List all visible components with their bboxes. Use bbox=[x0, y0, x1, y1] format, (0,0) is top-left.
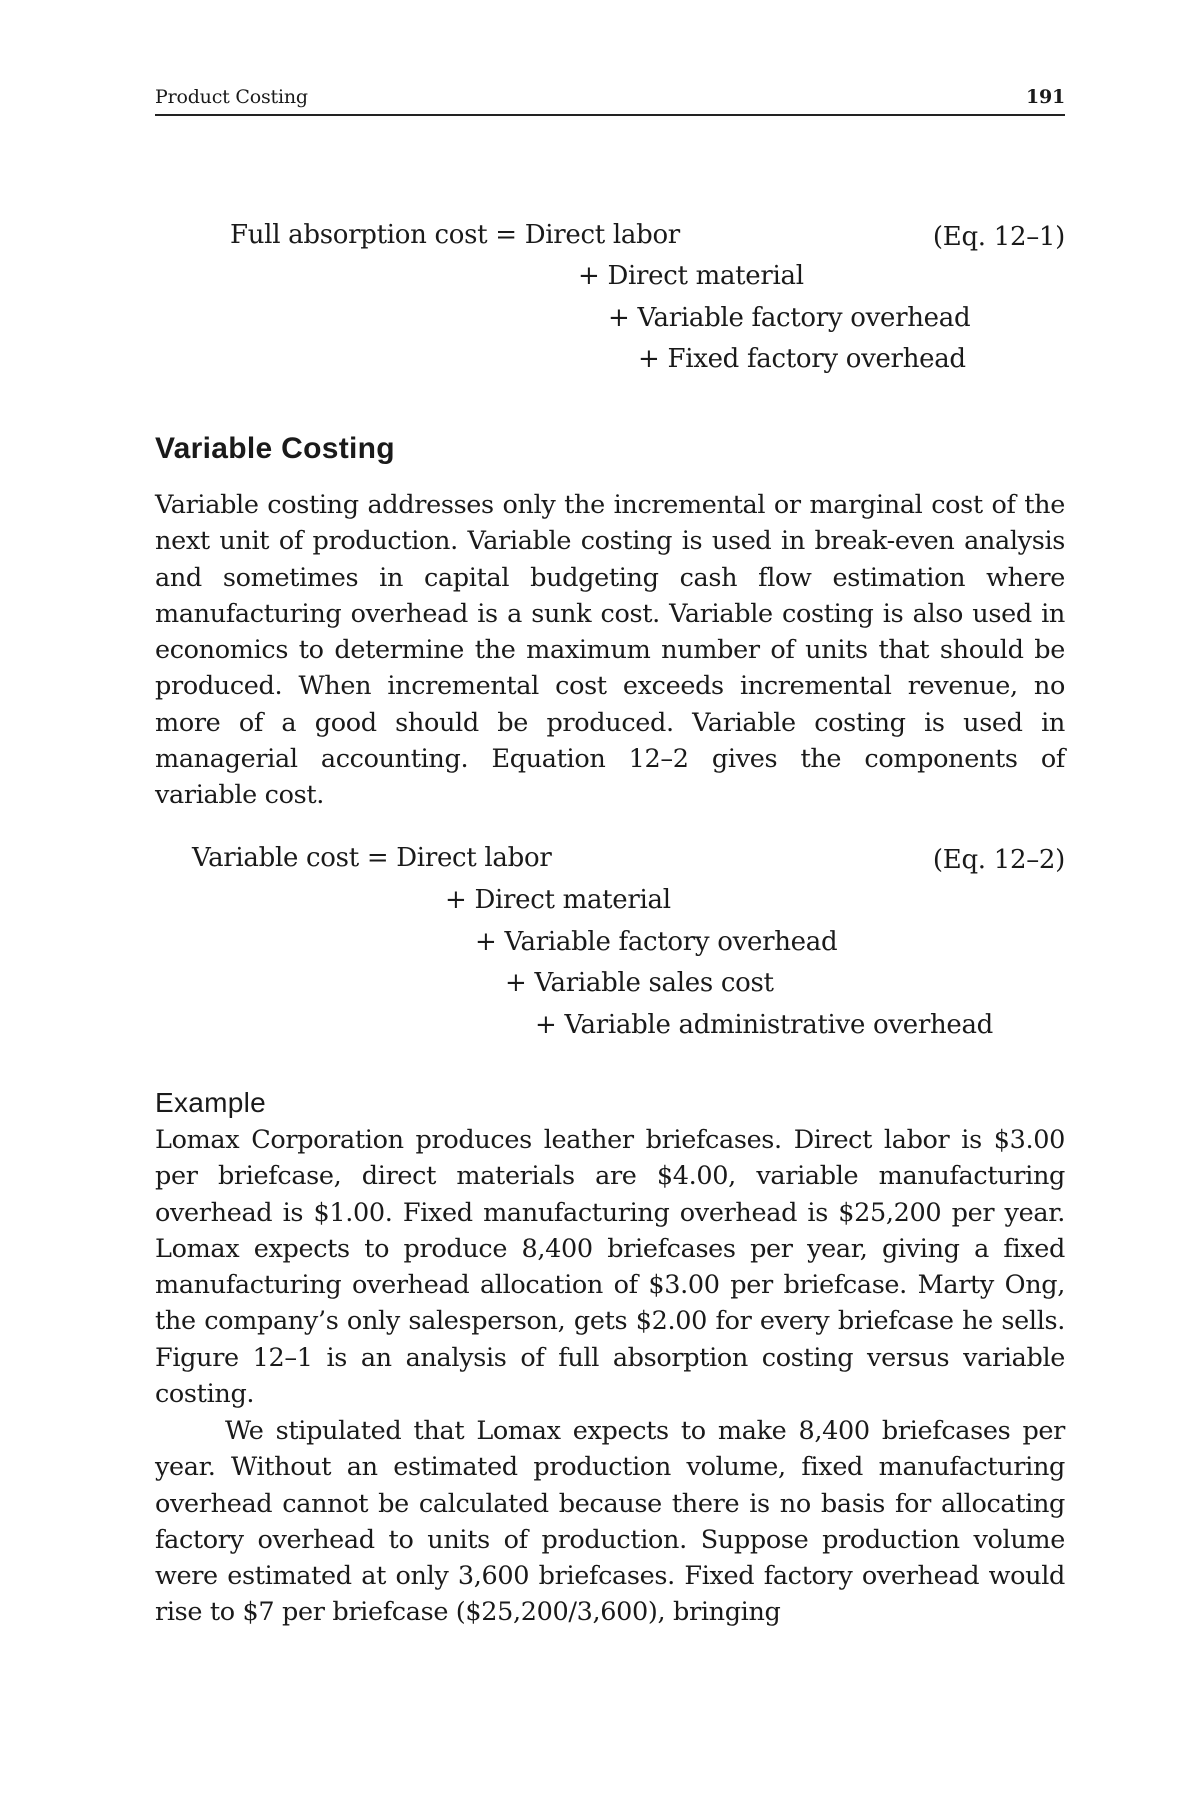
section-heading: Variable Costing bbox=[155, 432, 395, 465]
equation-number: (Eq. 12–2) bbox=[932, 845, 1065, 875]
equation-line: + Variable factory overhead bbox=[608, 303, 971, 333]
example-paragraph-continued: We stipulated that Lomax expects to make 8,400 briefcases per year. Without an estimated production volume, fixed manufacturing overhead cannot be calculated because there is no basis for allocating factory overhead to units of production. Suppose production volume were estimated at only 3,600 briefcases. Fixed factory overhead would rise to $7 per briefcase ($25,200/3,600), bringing bbox=[155, 1416, 1065, 1628]
body-paragraph: Variable costing addresses only the incremental or marginal cost of the next unit of production. Variable costing is used in break-even analysis and sometimes in capital budgeting cash flow estimation where manufacturing overhead is a sunk cost. Variable costing is also used in economics to determine the maximum number of units that should be produced. When incremental cost exceeds incremental revenue, no more of a good should be produced. Variable costing is used in managerial accounting. Equation 12–2 gives the components of variable cost. bbox=[155, 490, 1065, 811]
equation-line: Full absorption cost = Direct labor bbox=[230, 220, 680, 250]
equation-line: + Direct material bbox=[445, 885, 671, 915]
example-paragraph: Lomax Corporation produces leather briefcases. Direct labor is $3.00 per briefcase, direct materials are $4.00, variable manufacturing overhead is $1.00. Fixed manufacturing overhead is $25,200 per year. Lomax expects to produce 8,400 briefcases per year, giving a fixed manufacturing overhead allocation of $3.00 per briefcase. Marty Ong, the company’s only salesperson, gets $2.00 for every briefcase he sells. Figure 12–1 is an analysis of full absorption costing versus variable costing. bbox=[155, 1125, 1065, 1410]
equation-line: + Fixed factory overhead bbox=[638, 344, 966, 374]
page-number: 191 bbox=[1025, 86, 1065, 108]
equation-number: (Eq. 12–1) bbox=[932, 222, 1065, 252]
running-header-title: Product Costing bbox=[155, 86, 308, 108]
equation-line: + Variable sales cost bbox=[505, 968, 774, 998]
equation-line: Variable cost = Direct labor bbox=[192, 843, 552, 873]
equation-line: + Variable administrative overhead bbox=[535, 1010, 994, 1040]
subsection-heading: Example bbox=[155, 1087, 267, 1118]
equation-line: + Direct material bbox=[578, 261, 804, 291]
equation-line: + Variable factory overhead bbox=[475, 927, 838, 957]
running-header bbox=[155, 84, 1065, 116]
